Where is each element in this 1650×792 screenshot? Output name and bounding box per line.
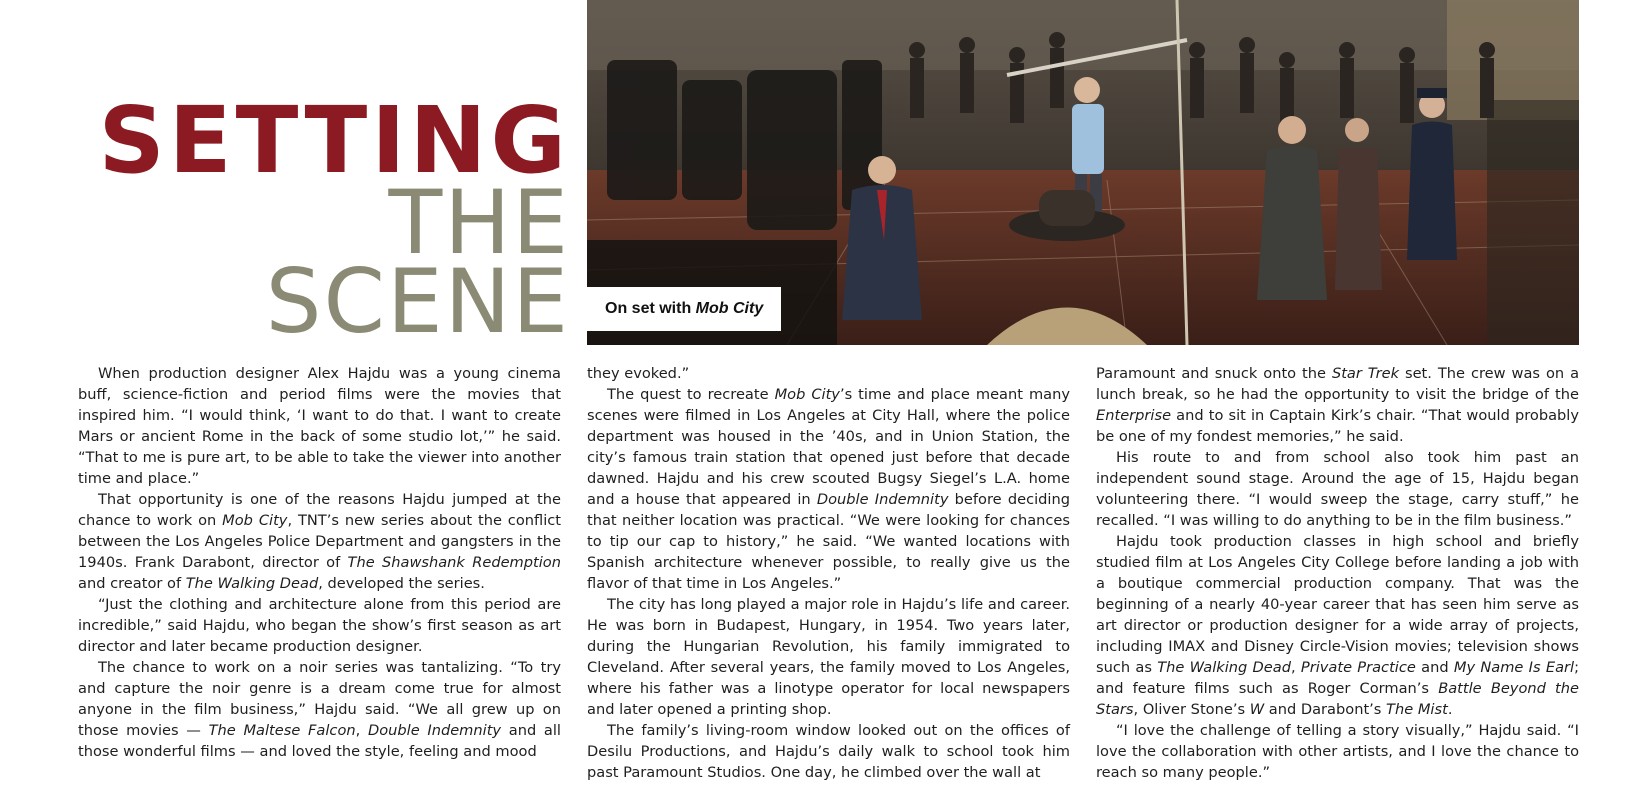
title-italic: The Walking Dead	[185, 575, 319, 592]
title-italic: The Maltese Falcon	[208, 722, 356, 739]
text-run: and creator of	[78, 575, 186, 592]
article-column-3	[1096, 363, 1579, 783]
text-run: Hajdu took production classes in high school and briefly studied film at Los Angeles City College before landing a job with a boutique commercial production company. That was the beginning of a nearly 40-year career that has seen him serve as art director or production designer for a wide array of projects, including IMAX and Disney Circle-Vision movies; television shows such as	[1096, 533, 1579, 676]
article-paragraph	[587, 720, 1070, 783]
text-run: “Just the clothing and architecture alone from this period are incredible,” said Hajdu, who began the show’s first season as art director and later became production designer.	[78, 596, 561, 655]
film-set-photo	[587, 0, 1579, 345]
text-run: The city has long played a major role in Hajdu’s life and career. He was born in Budapest, Hungary, in 1954. Two years later, during the Hungarian Revolution, his family immigrated to Cleveland. After several years, the family moved to Los Angeles, where his father was a linotype operator for local newspapers and later opened a printing shop.	[587, 596, 1070, 718]
text-run: That opportunity is one of the reasons Hajdu jumped at the chance to work on	[78, 491, 561, 529]
article-paragraph	[1096, 531, 1579, 720]
article-paragraph	[1096, 447, 1579, 531]
article-paragraph	[78, 363, 561, 489]
article-column-2	[587, 363, 1070, 783]
article-paragraph	[78, 489, 561, 594]
headline-line-the: THE	[388, 170, 570, 274]
caption-show-title: Mob City	[695, 300, 764, 317]
article-column-1	[78, 363, 561, 762]
article-paragraph	[587, 384, 1070, 594]
title-italic: Private Practice	[1300, 659, 1416, 676]
title-italic: The Shawshank Redemption	[347, 554, 561, 571]
text-run: before deciding that neither location was practical. “We were looking for chances to tip our cap to history,” he said. “We wanted locations with Spanish architecture whenever possible, to really give us the flavor of that time in Los Angeles.”	[587, 491, 1070, 592]
text-run: ; and feature films such as Roger Corman’s	[1096, 659, 1580, 697]
text-run: The quest to recreate	[607, 386, 775, 403]
text-run: ,	[355, 722, 368, 739]
text-run: “I love the challenge of telling a story visually,” Hajdu said. “I love the collaboration with other artists, and I love the chance to reach so many people.”	[1096, 722, 1579, 781]
title-italic: My Name Is Earl	[1453, 659, 1575, 676]
article-paragraph	[587, 363, 1070, 384]
article-paragraph	[78, 657, 561, 762]
text-run: His route to and from school also took him past an independent sound stage. Around the age of 15, Hajdu began volunteering there. “I would sweep the stage, carry stuff,” he recalled. “I was willing to do anything to be in the film business.”	[1096, 449, 1579, 529]
text-run: set. The crew was on a lunch break, so he had the opportunity to visit the bridge of the	[1096, 365, 1580, 403]
text-run: , TNT’s new series about the conflict between the Los Angeles Police Department and gangsters in the 1940s. Frank Darabont, director of	[78, 512, 562, 571]
text-run: and	[1415, 659, 1454, 676]
text-run: and to sit in Captain Kirk’s chair. “That would probably be one of my fondest memories,” he said.	[1096, 407, 1579, 445]
title-italic: Double Indemnity	[816, 491, 949, 508]
text-run: and all those wonderful films — and loved the style, feeling and mood	[78, 722, 561, 760]
text-run: When production designer Alex Hajdu was a young cinema buff, science-fiction and period films were the movies that inspired him. “I would think, ‘I want to do that. I want to create Mars or ancient Rome in the back of some studio lot,’” he said. “That to me is pure art, to be able to take the viewer into another time and place.”	[78, 365, 561, 487]
title-italic: Enterprise	[1096, 407, 1172, 424]
article-paragraph	[1096, 720, 1579, 783]
headline-line-setting: SETTING	[98, 87, 570, 194]
text-run: ,	[1290, 659, 1301, 676]
headline-line-scene: SCENE	[265, 249, 570, 353]
title-italic: Mob City	[222, 512, 288, 529]
photo-caption	[587, 287, 781, 331]
title-italic: Battle Beyond the Stars	[1096, 680, 1579, 718]
text-run: and Darabont’s	[1264, 701, 1387, 718]
text-run: ’s time and place meant many scenes were filmed in Los Angeles at City Hall, where the police department was housed in the ’40s, and in Union Station, the city’s famous train station that opened just before that decade dawned. Hajdu and his crew scouted Bugsy Siegel’s L.A. home and a house that appeared in	[587, 386, 1070, 508]
title-italic: Mob City	[774, 386, 840, 403]
headline	[98, 87, 570, 353]
text-run: , Oliver Stone’s	[1133, 701, 1250, 718]
text-run: The chance to work on a noir series was tantalizing. “To try and capture the noir genre is a dream come true for almost anyone in the film business,” Hajdu said. “We all grew up on those movies —	[78, 659, 561, 739]
title-italic: The Walking Dead	[1157, 659, 1291, 676]
title-italic: The Mist	[1386, 701, 1448, 718]
article-paragraph	[78, 594, 561, 657]
text-run: Paramount and snuck onto the	[1096, 365, 1332, 382]
text-run: they evoked.”	[587, 365, 690, 382]
caption-prefix: On set with	[605, 300, 696, 317]
title-italic: Star Trek	[1331, 365, 1400, 382]
text-run: The family’s living-room window looked out on the offices of Desilu Productions, and Hajdu’s daily walk to school took him past Paramount Studios. One day, he climbed over the wall at	[587, 722, 1070, 781]
title-italic: W	[1249, 701, 1265, 718]
text-run: , developed the series.	[318, 575, 485, 592]
article-paragraph	[587, 594, 1070, 720]
article-paragraph	[1096, 363, 1579, 447]
text-run: .	[1447, 701, 1453, 718]
title-italic: Double Indemnity	[367, 722, 502, 739]
